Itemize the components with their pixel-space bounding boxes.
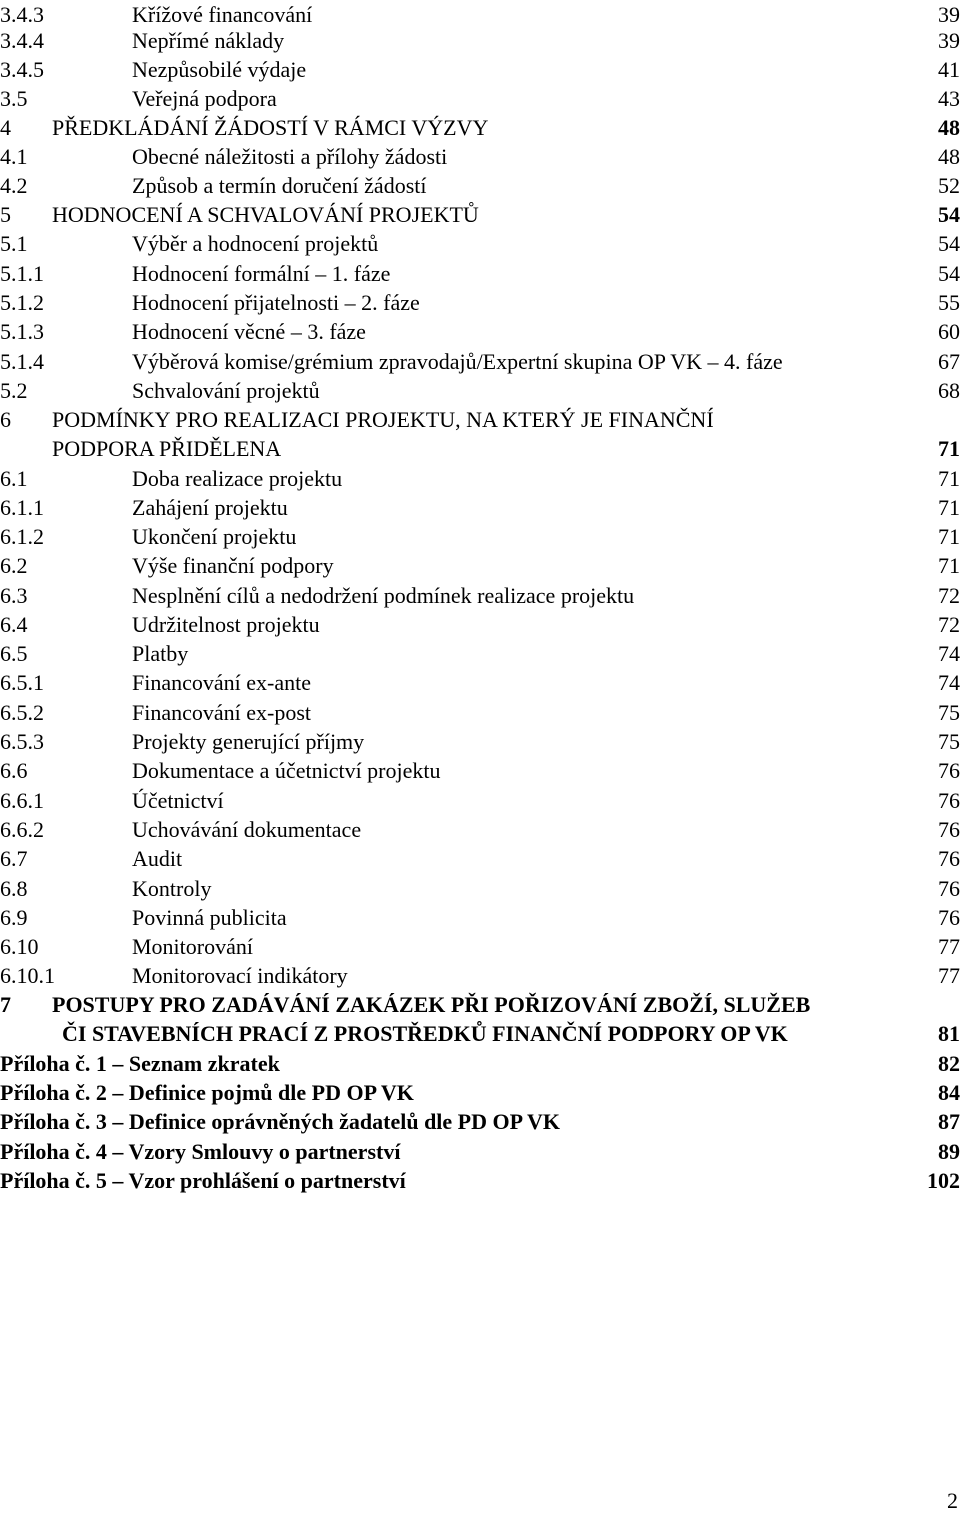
toc-entry[interactable] — [0, 815, 960, 844]
toc-entry-number: 6.5.1 — [0, 670, 44, 695]
toc-entry-title: Financování ex-ante — [132, 670, 311, 695]
toc-entry-title: Ukončení projektu — [132, 524, 297, 549]
toc-entry-title: POSTUPY PRO ZADÁVÁNÍ ZAKÁZEK PŘI POŘIZOVÁNÍ ZBOŽÍ, SLUŽEB — [52, 992, 811, 1017]
toc-entry-page: 89 — [938, 1139, 960, 1164]
toc-entry-number: 6.10 — [0, 934, 39, 959]
toc-entry-title: Povinná publicita — [132, 905, 287, 930]
toc-entry[interactable] — [0, 522, 960, 551]
toc-entry-title: Příloha č. 4 – Vzory Smlouvy o partnerství — [0, 1139, 401, 1164]
toc-entry-number: 4.1 — [0, 144, 28, 169]
toc-entry[interactable] — [0, 874, 960, 903]
toc-entry-title: Veřejná podpora — [132, 86, 277, 111]
toc-entry-title: Schvalování projektů — [132, 378, 320, 403]
toc-entry-page: 72 — [938, 612, 960, 637]
toc-entry-number: 3.4.3 — [0, 2, 44, 27]
toc-entry-page: 67 — [938, 349, 960, 374]
toc-entry-number: 5.2 — [0, 378, 28, 403]
toc-entry-page: 52 — [938, 173, 960, 198]
toc-entry[interactable] — [0, 551, 960, 580]
toc-entry[interactable] — [0, 347, 960, 376]
toc-entry-page: 71 — [938, 553, 960, 578]
toc-entry[interactable] — [0, 26, 960, 55]
toc-entry-page: 76 — [938, 758, 960, 783]
toc-entry-number: 5.1 — [0, 231, 28, 256]
toc-entry-title: HODNOCENÍ A SCHVALOVÁNÍ PROJEKTŮ — [52, 202, 479, 227]
toc-entry-title: Výběr a hodnocení projektů — [132, 231, 379, 256]
toc-entry-number: 3.4.4 — [0, 28, 44, 53]
toc-entry-page: 54 — [938, 261, 960, 286]
toc-entry-title: ČI STAVEBNÍCH PRACÍ Z PROSTŘEDKŮ FINANČNÍ PODPORY OP VK — [62, 1021, 788, 1046]
toc-entry-number: 3.4.5 — [0, 57, 44, 82]
toc-entry-page: 71 — [938, 524, 960, 549]
toc-appendix-entry[interactable] — [0, 1049, 960, 1078]
toc-entry-page: 72 — [938, 583, 960, 608]
toc-entry-page: 84 — [938, 1080, 960, 1105]
toc-entry[interactable] — [0, 200, 960, 229]
toc-entry-number: 6.2 — [0, 553, 28, 578]
toc-entry[interactable] — [0, 84, 960, 113]
toc-entry-title: Způsob a termín doručení žádostí — [132, 173, 427, 198]
toc-entry-title: PODPORA PŘIDĚLENA — [52, 436, 282, 461]
toc-entry-title: Zahájení projektu — [132, 495, 288, 520]
toc-entry-number: 6.7 — [0, 846, 28, 871]
toc-entry-number: 6.8 — [0, 876, 28, 901]
toc-entry-page: 76 — [938, 905, 960, 930]
toc-entry[interactable] — [0, 639, 960, 668]
toc-appendix-entry[interactable] — [0, 1107, 960, 1136]
toc-entry[interactable] — [0, 259, 960, 288]
toc-entry[interactable] — [0, 581, 960, 610]
toc-entry[interactable] — [0, 756, 960, 785]
toc-entry[interactable] — [0, 698, 960, 727]
toc-entry-page: 77 — [938, 934, 960, 959]
toc-entry-title: Výběrová komise/grémium zpravodajů/Expertní skupina OP VK – 4. fáze — [132, 349, 783, 374]
toc-entry-page: 39 — [938, 28, 960, 53]
toc-appendix-entry[interactable] — [0, 1137, 960, 1166]
toc-entry-number: 6.6 — [0, 758, 28, 783]
toc-entry-number: 5 — [0, 202, 11, 227]
toc-entry-number: 6.1.1 — [0, 495, 44, 520]
toc-entry-title: Projekty generující příjmy — [132, 729, 365, 754]
toc-entry[interactable] — [0, 610, 960, 639]
toc-entry-page: 76 — [938, 876, 960, 901]
toc-entry-title: Výše finanční podpory — [132, 553, 334, 578]
toc-entry-title: Financování ex-post — [132, 700, 312, 725]
toc-entry[interactable] — [0, 464, 960, 493]
toc-entry-page: 74 — [938, 641, 960, 666]
toc-entry-continuation[interactable] — [0, 1019, 960, 1048]
toc-entry[interactable] — [0, 668, 960, 697]
toc-entry-page: 75 — [938, 700, 960, 725]
toc-entry[interactable] — [0, 844, 960, 873]
toc-appendix-entry[interactable] — [0, 1166, 960, 1195]
toc-entry-page: 77 — [938, 963, 960, 988]
toc-entry-number: 6.5 — [0, 641, 28, 666]
toc-entry-title: Obecné náležitosti a přílohy žádosti — [132, 144, 448, 169]
toc-entry-continuation[interactable] — [0, 434, 960, 463]
toc-entry-page: 71 — [938, 495, 960, 520]
toc-entry[interactable] — [0, 903, 960, 932]
toc-entry[interactable] — [0, 0, 960, 29]
toc-entry-title: Účetnictví — [132, 788, 224, 813]
toc-entry-page: 71 — [938, 436, 960, 461]
toc-entry-number: 6.10.1 — [0, 963, 55, 988]
toc-entry-page: 39 — [938, 2, 960, 27]
page-number: 2 — [947, 1488, 958, 1513]
toc-entry-title: Příloha č. 1 – Seznam zkratek — [0, 1051, 280, 1076]
toc-entry-title: Platby — [132, 641, 189, 666]
toc-entry-title: Monitorování — [132, 934, 253, 959]
toc-entry-page: 43 — [938, 86, 960, 111]
toc-entry-page: 87 — [938, 1109, 960, 1134]
toc-entry-number: 7 — [0, 992, 11, 1017]
toc-entry-page: 48 — [938, 144, 960, 169]
toc-entry-page: 75 — [938, 729, 960, 754]
toc-entry-number: 5.1.4 — [0, 349, 44, 374]
toc-entry-title: Hodnocení věcné – 3. fáze — [132, 319, 366, 344]
toc-entry-title: PODMÍNKY PRO REALIZACI PROJEKTU, NA KTERÝ JE FINANČNÍ — [52, 407, 714, 432]
toc-entry-page: 102 — [927, 1168, 960, 1193]
toc-entry-page: 76 — [938, 846, 960, 871]
toc-entry-title: Příloha č. 5 – Vzor prohlášení o partnerství — [0, 1168, 406, 1193]
toc-entry-title: Příloha č. 3 – Definice oprávněných žadatelů dle PD OP VK — [0, 1109, 560, 1134]
toc-entry-number: 6.1 — [0, 466, 28, 491]
toc-appendix-entry[interactable] — [0, 1078, 960, 1107]
toc-entry[interactable] — [0, 961, 960, 990]
toc-entry-title: Hodnocení formální – 1. fáze — [132, 261, 391, 286]
toc-entry-page: 54 — [938, 231, 960, 256]
toc-entry[interactable] — [0, 932, 960, 961]
toc-entry-page: 54 — [938, 202, 960, 227]
toc-entry-page: 82 — [938, 1051, 960, 1076]
toc-entry-title: Monitorovací indikátory — [132, 963, 348, 988]
toc-entry-title: Nezpůsobilé výdaje — [132, 57, 307, 82]
toc-entry-number: 4 — [0, 115, 11, 140]
toc-entry-number: 6 — [0, 407, 11, 432]
toc-entry-title: Uchovávání dokumentace — [132, 817, 362, 842]
toc-entry[interactable] — [0, 786, 960, 815]
toc-entry-page: 68 — [938, 378, 960, 403]
toc-entry-title: Příloha č. 2 – Definice pojmů dle PD OP VK — [0, 1080, 414, 1105]
toc-entry-title: PŘEDKLÁDÁNÍ ŽÁDOSTÍ V RÁMCI VÝZVY — [52, 115, 489, 140]
toc-entry-page: 71 — [938, 466, 960, 491]
toc-entry[interactable] — [0, 990, 960, 1019]
toc-entry-page: 41 — [938, 57, 960, 82]
toc-entry[interactable] — [0, 376, 960, 405]
toc-entry-title: Nesplnění cílů a nedodržení podmínek realizace projektu — [132, 583, 635, 608]
toc-entry-title: Hodnocení přijatelnosti – 2. fáze — [132, 290, 420, 315]
toc-entry-title: Udržitelnost projektu — [132, 612, 320, 637]
toc-entry-title: Nepřímé náklady — [132, 28, 285, 53]
toc-entry-page: 74 — [938, 670, 960, 695]
toc-entry-number: 5.1.2 — [0, 290, 44, 315]
toc-entry-page: 76 — [938, 817, 960, 842]
toc-entry-number: 5.1.3 — [0, 319, 44, 344]
toc-entry-number: 6.1.2 — [0, 524, 44, 549]
toc-entry-title: Audit — [132, 846, 183, 871]
toc-entry-page: 55 — [938, 290, 960, 315]
toc-entry[interactable] — [0, 405, 960, 434]
toc-entry-number: 6.5.3 — [0, 729, 44, 754]
toc-entry[interactable] — [0, 493, 960, 522]
toc-entry-number: 4.2 — [0, 173, 28, 198]
toc-entry[interactable] — [0, 142, 960, 171]
toc-entry-title: Kontroly — [132, 876, 212, 901]
toc-entry[interactable] — [0, 727, 960, 756]
toc-entry[interactable] — [0, 113, 960, 142]
toc-entry-number: 3.5 — [0, 86, 28, 111]
toc-entry-page: 81 — [938, 1021, 960, 1046]
toc-entry-title: Dokumentace a účetnictví projektu — [132, 758, 441, 783]
toc-entry-number: 6.9 — [0, 905, 28, 930]
toc-entry-number: 6.4 — [0, 612, 28, 637]
toc-entry-number: 5.1.1 — [0, 261, 44, 286]
toc-entry-page: 76 — [938, 788, 960, 813]
toc-entry-number: 6.6.2 — [0, 817, 44, 842]
toc-entry-page: 48 — [938, 115, 960, 140]
toc-entry-page: 60 — [938, 319, 960, 344]
toc-entry[interactable] — [0, 317, 960, 346]
toc-entry-title: Křížové financování — [132, 2, 313, 27]
toc-entry-title: Doba realizace projektu — [132, 466, 343, 491]
toc-entry-number: 6.3 — [0, 583, 28, 608]
toc-entry-number: 6.6.1 — [0, 788, 44, 813]
toc-entry[interactable] — [0, 229, 960, 258]
toc-entry[interactable] — [0, 171, 960, 200]
toc-entry[interactable] — [0, 288, 960, 317]
toc-entry[interactable] — [0, 55, 960, 84]
toc-entry-number: 6.5.2 — [0, 700, 44, 725]
